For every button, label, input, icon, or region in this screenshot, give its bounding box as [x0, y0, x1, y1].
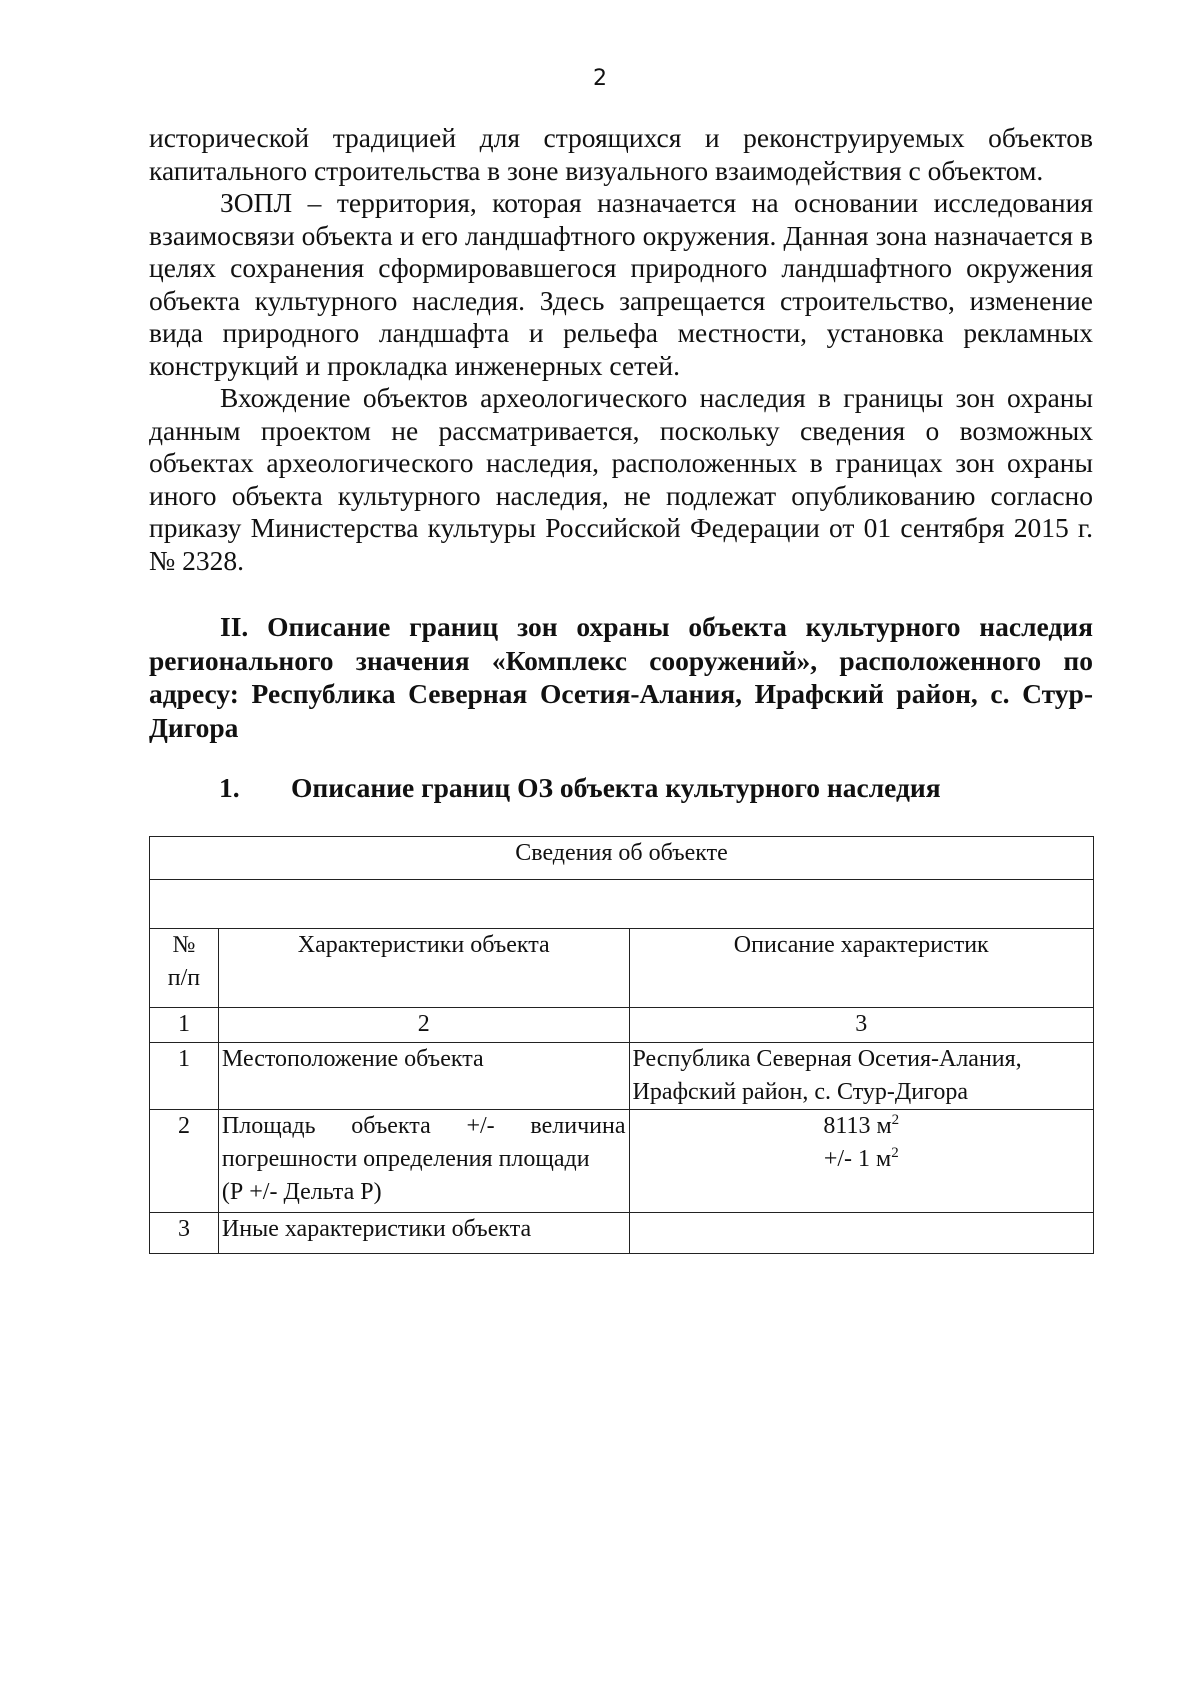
row-description — [629, 1213, 1093, 1254]
subsection-heading — [219, 772, 941, 804]
object-info-table — [149, 836, 1094, 1254]
row-characteristic: Иные характеристики объекта — [218, 1213, 629, 1254]
header-characteristic: Характеристики объекта — [218, 929, 629, 1008]
table-title: Сведения об объекте — [150, 837, 1094, 880]
section-heading: II. Описание границ зон охраны объекта культурного наследия регионального значения «Комплекс сооружений», расположенного по адресу: Республика Северная Осетия-Алания, Ирафский район, с. Стур-Дигора — [149, 611, 1093, 743]
table-empty-row — [150, 880, 1094, 929]
row-characteristic — [218, 1110, 629, 1213]
area-value: 8113 $м^2$ — [823, 1112, 900, 1139]
subsection-number: 1. — [219, 772, 240, 803]
subsection-title: Описание границ ОЗ объекта культурного наследия — [291, 772, 941, 803]
row-number: 3 — [150, 1213, 219, 1254]
table-row — [150, 1213, 1094, 1254]
header-num-symbol: № — [172, 932, 196, 958]
row-number: 1 — [150, 1043, 219, 1110]
unit-exponent: 2 — [891, 1112, 900, 1128]
characteristic-line: Площадь объекта +/- величина — [221, 1113, 626, 1139]
description-line: Республика Северная Осетия-Алания, — [632, 1046, 1022, 1072]
body-text — [149, 122, 1093, 577]
index-cell: 3 — [629, 1008, 1093, 1043]
paragraph-zopl: ЗОПЛ – территория, которая назначается на основании исследования взаимосвязи объекта и его ландшафтного окружения. Данная зона назначается в целях сохранения сформировавшегося природного ландшафтного окружения объекта культурного наследия. Здесь запрещается строительство, изменение вида природного ландшафта и рельефа местности, установка рекламных конструкций и прокладка инженерных сетей. — [149, 187, 1093, 381]
header-description: Описание характеристик — [629, 929, 1093, 1008]
characteristic-line: (Р +/- Дельта Р) — [221, 1179, 382, 1205]
index-cell: 1 — [150, 1008, 219, 1043]
area-error: +/- 1 $м^2$ — [823, 1145, 899, 1172]
row-description — [629, 1110, 1093, 1213]
index-cell: 2 — [218, 1008, 629, 1043]
page-number: 2 — [593, 66, 607, 91]
paragraph-continuation: исторической традицией для строящихся и реконструируемых объектов капитального строительства в зоне визуального взаимодействия с объектом. — [149, 122, 1093, 186]
row-description — [629, 1043, 1093, 1110]
paragraph-archaeology: Вхождение объектов археологического наследия в границы зон охраны данным проектом не рассматривается, поскольку сведения о возможных объектах археологического наследия, расположенных в границах зон охраны иного объекта культурного наследия, не подлежат опубликованию согласно приказу Министерства культуры Российской Федерации от 01 сентября 2015 г. № 2328. — [149, 382, 1093, 576]
table-empty-cell — [150, 880, 1094, 929]
unit-exponent: 2 — [891, 1145, 899, 1161]
header-num-cell — [150, 929, 219, 1008]
row-number: 2 — [150, 1110, 219, 1213]
table-header-row — [150, 929, 1094, 1008]
table-row — [150, 1043, 1094, 1110]
characteristic-line: погрешности определения площади — [221, 1146, 590, 1172]
header-num-abbr: п/п — [167, 965, 201, 991]
table-row — [150, 1110, 1094, 1213]
row-characteristic: Местоположение объекта — [218, 1043, 629, 1110]
description-line: Ирафский район, с. Стур-Дигора — [632, 1079, 969, 1105]
table-index-row — [150, 1008, 1094, 1043]
table-title-row — [150, 837, 1094, 880]
